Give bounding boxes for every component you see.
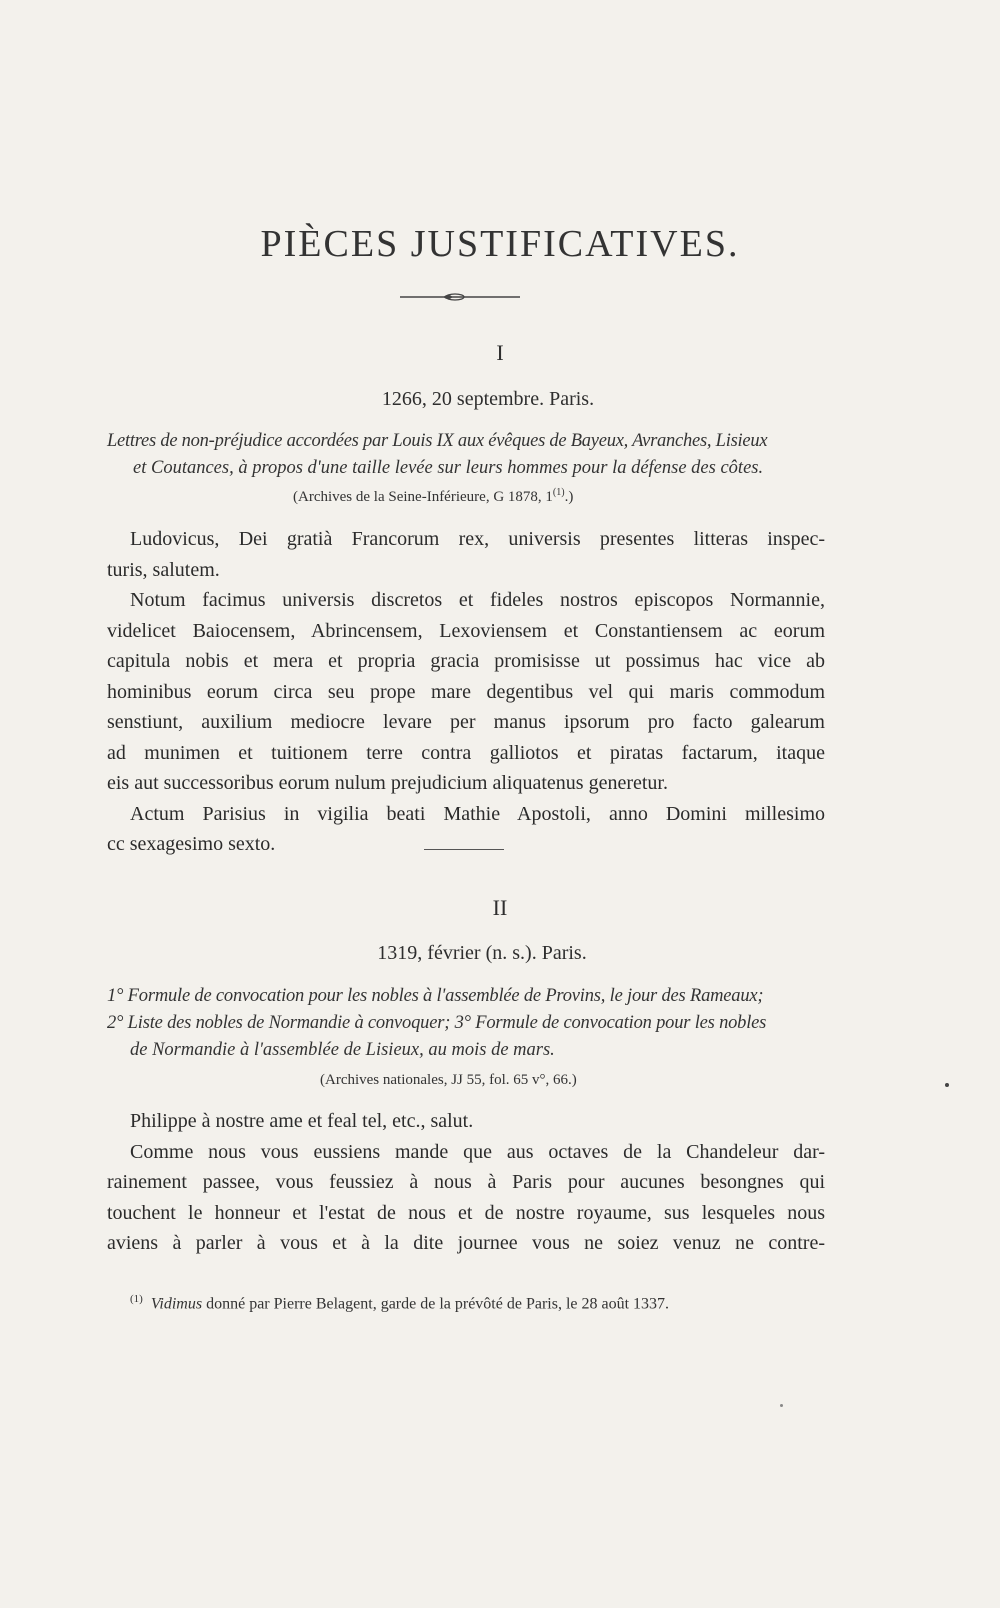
document-body <box>107 1106 825 1259</box>
section-numeral: II <box>492 895 508 920</box>
section-summary <box>107 983 837 1064</box>
text-line: cc sexagesimo sexto. <box>107 833 276 855</box>
text-line: hominibus eorum circa seu prope mare degentibus vel qui maris commodum <box>107 680 825 703</box>
section-date: 1319, février (n. s.). Paris. <box>377 942 587 964</box>
summary-line: Lettres de non-préjudice accordées par Louis IX aux évêques de Bayeux, Avranches, Lisieux <box>107 431 768 451</box>
text-line: touchent le honneur et l'estat de nous et de nostre royaume, sus lesqueles nous <box>107 1201 825 1224</box>
summary-line: 2° Liste des nobles de Normandie à convoquer; 3° Formule de convocation pour les nobles <box>107 1013 767 1033</box>
ink-speck <box>780 1404 783 1407</box>
footnote-mark: (1) <box>130 1293 143 1305</box>
text-line: eis aut successoribus eorum nulum prejudicium aliquatenus generetur. <box>107 772 668 794</box>
archive-source <box>293 487 573 506</box>
text-line: ad munimen et tuitionem terre contra galliotos et piratas factarum, itaque <box>107 741 825 764</box>
text-line: rainement passee, vous feussiez à nous à Paris pour aucunes besongnes qui <box>107 1171 825 1193</box>
text-line: capitula nobis et mera et propria gracia promisisse ut possimus hac vice ab <box>107 650 825 672</box>
text-line: Actum Parisius in vigilia beati Mathie Apostoli, anno Domini millesimo <box>130 802 825 825</box>
ink-speck <box>945 1083 949 1087</box>
summary-line: 1° Formule de convocation pour les nobles à l'assemblée de Provins, le jour des Rameaux; <box>107 986 764 1006</box>
summary-line: et Coutances, à propos d'une taille levée sur leurs hommes pour la défense des côtes. <box>133 458 764 478</box>
document-body <box>107 524 825 860</box>
text-line: Comme nous vous eussiens mande que aus octaves de la Chandeleur dar- <box>130 1140 825 1163</box>
text-line: videlicet Baiocensem, Abrincensem, Lexoviensem et Constantiensem ac eorum <box>107 619 825 642</box>
footnote-italic: Vidimus <box>150 1295 203 1313</box>
summary-line: de Normandie à l'assemblée de Lisieux, au mois de mars. <box>130 1040 555 1060</box>
text-line: Notum facimus universis discretos et fideles nostros episcopos Normannie, <box>130 589 825 611</box>
section-rule <box>424 849 504 850</box>
section-numeral: I <box>496 340 504 365</box>
source-end: .) <box>564 489 574 505</box>
footnote <box>130 1293 669 1313</box>
text-line: turis, salutem. <box>107 558 220 581</box>
ornament-divider <box>400 290 520 304</box>
source-text: (Archives de la Seine-Inférieure, G 1878, 1 <box>293 489 553 505</box>
archive-source: (Archives nationales, JJ 55, fol. 65 v°, 66.) <box>320 1072 577 1088</box>
section-date: 1266, 20 septembre. Paris. <box>381 388 595 410</box>
text-line: Philippe à nostre ame et feal tel, etc., salut. <box>130 1110 474 1132</box>
page-title: PIÈCES JUSTIFICATIVES. <box>260 223 740 265</box>
footnote-ref: (1) <box>552 487 565 498</box>
footnote-text: donné par Pierre Belagent, garde de la prévôté de Paris, le 28 août 1337. <box>202 1295 670 1313</box>
text-line: Ludovicus, Dei gratià Francorum rex, universis presentes litteras inspec- <box>130 528 825 550</box>
text-line: aviens à parler à vous et à la dite journee vous ne soiez venuz ne contre- <box>107 1232 825 1254</box>
section-summary <box>107 428 827 482</box>
text-line: senstiunt, auxilium mediocre levare per manus ipsorum pro facto galearum <box>107 711 825 733</box>
